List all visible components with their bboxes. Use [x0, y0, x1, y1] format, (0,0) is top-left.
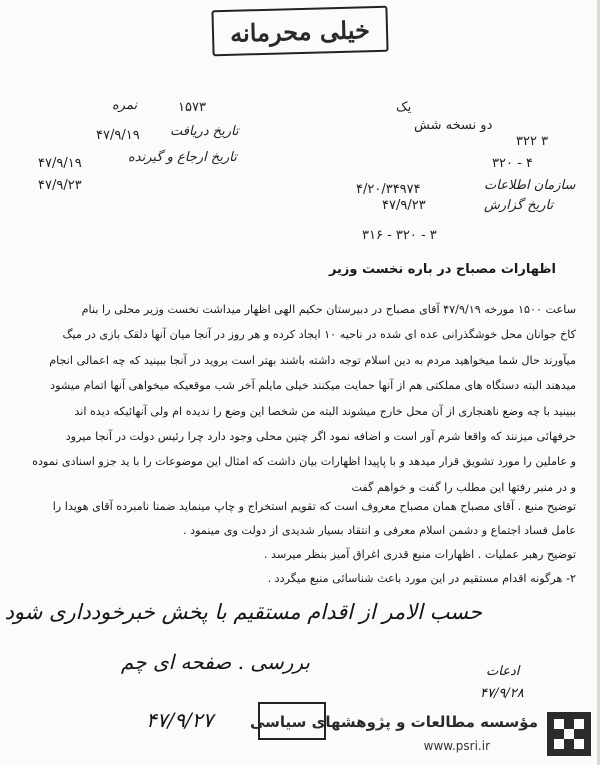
report-body	[16, 297, 576, 500]
note-line: ۲- هرگونه اقدام مستقیم در این مورد باعث شناسائی منبع میگردد .	[267, 572, 576, 585]
right-date-label: تاریخ گزارش	[484, 198, 554, 213]
left-date-2: ۴۷/۹/۱۹	[38, 156, 82, 171]
handwritten-instruction: حسب الامر از اقدام مستقیم با پخش خبرخودداری شود	[4, 600, 482, 624]
classification-stamp	[211, 6, 388, 57]
handwritten-date: ۴۷/۹/۲۷	[146, 708, 214, 732]
body-line: ساعت ۱۵۰۰ مورخه ۴۷/۹/۱۹ آقای مصباح در دبیرستان حکیم الهی اظهار میداشت نخست وزیر محلی را بنام	[81, 303, 576, 316]
note-line: توضیح منبع . آقای مصباح همان مصباح معروف است که تقویم استخراج و چاپ مینماید ضمنا نامبرده آقای هویدا را	[52, 500, 576, 513]
note-line: توضیح رهبر عملیات . اظهارات منبع قدری اغراق آمیز بنظر میرسد .	[263, 548, 576, 561]
left-number: ۱۵۷۳	[178, 100, 206, 115]
subject-line: اظهارات مصباح در باره نخست وزیر	[328, 262, 556, 277]
left-date-3: ۴۷/۹/۲۳	[38, 178, 82, 193]
body-line: میآورند حال شما میخواهید مردم به دین اسلام توجه داشته باشند بهتر است بروید در آنجا ببینید که چه اعمالی انجام	[49, 353, 576, 367]
right-copy: یک	[396, 100, 412, 115]
body-line: میدهند البته دستگاه های مملکتی هم از آنها حمایت میکنند خیلی مایلم آخر شب موقعیکه میخواهی آنها اتمام میشود	[50, 379, 576, 393]
body-line: و در منبر رفتها این مطلب را گفت و خواهم گفت	[351, 480, 576, 494]
handwritten-initials: ادعات	[486, 664, 520, 679]
watermark-org: مؤسسه مطالعات و پژوهشهای سیاسی	[249, 713, 538, 731]
handwritten-initials-date: ۴۷/۹/۲۸	[480, 686, 524, 701]
right-serial-date: ۴۷/۹/۲۳	[382, 198, 426, 213]
watermark-url: www.psri.ir	[423, 739, 490, 753]
left-number-label: نمره	[112, 98, 138, 113]
watermark	[249, 705, 600, 765]
left-route: تاریخ ارجاع و گیرنده	[128, 150, 237, 165]
body-line: کاخ جوانان محل خوشگذرانی عده ای شده در ناحیه ۱۰ ایجاد کرده و هر روز در آنجا میان آنها دلقک بازی در میگ	[62, 328, 576, 342]
right-footer-code: ۳۱۶ - ۳۲۰ - ۳	[362, 228, 437, 243]
handwritten-review: بررسی . صفحه ای چم	[120, 650, 310, 674]
right-dept: سازمان اطلاعات	[484, 178, 576, 193]
body-line: ببینید با چه وضع ناهنجاری از آن محل خارج میشوند البته من شخصا این وضع را ندیده ام ولی آنهائیکه دیده اند	[74, 404, 576, 418]
left-date-1: ۴۷/۹/۱۹	[96, 128, 140, 143]
right-code: ۳۲۲ ۳	[516, 134, 549, 149]
classification-text: خیلی محرمانه	[229, 14, 371, 48]
report-notes	[16, 495, 576, 591]
right-serial: ۴/۲۰/۳۴۹۷۴	[356, 182, 421, 197]
body-line: حرفهائی میزنند که واقعا شرم آور است و اضافه نمود اگر چنین محلی وجود دارد چرا رئیس دولت در آنجا میرود	[65, 430, 576, 444]
institute-logo-icon	[546, 711, 592, 757]
body-line: و عاملین را مورد تشویق قرار میدهد و با پاپیدا اظهارات بیان داشت که امثال این موضوعات را با ید جزو اسنادی نموده	[32, 455, 576, 469]
right-ref: ۳۲۰ - ۴	[492, 156, 533, 171]
left-date-label: تاریخ دریافت	[170, 124, 239, 139]
note-line: عامل فساد اجتماع و دشمن اسلام معرفی و انتقاد بسیار شدیدی از دولت وی مینمود .	[183, 524, 576, 537]
right-copies: دو نسخه شش	[414, 118, 493, 133]
